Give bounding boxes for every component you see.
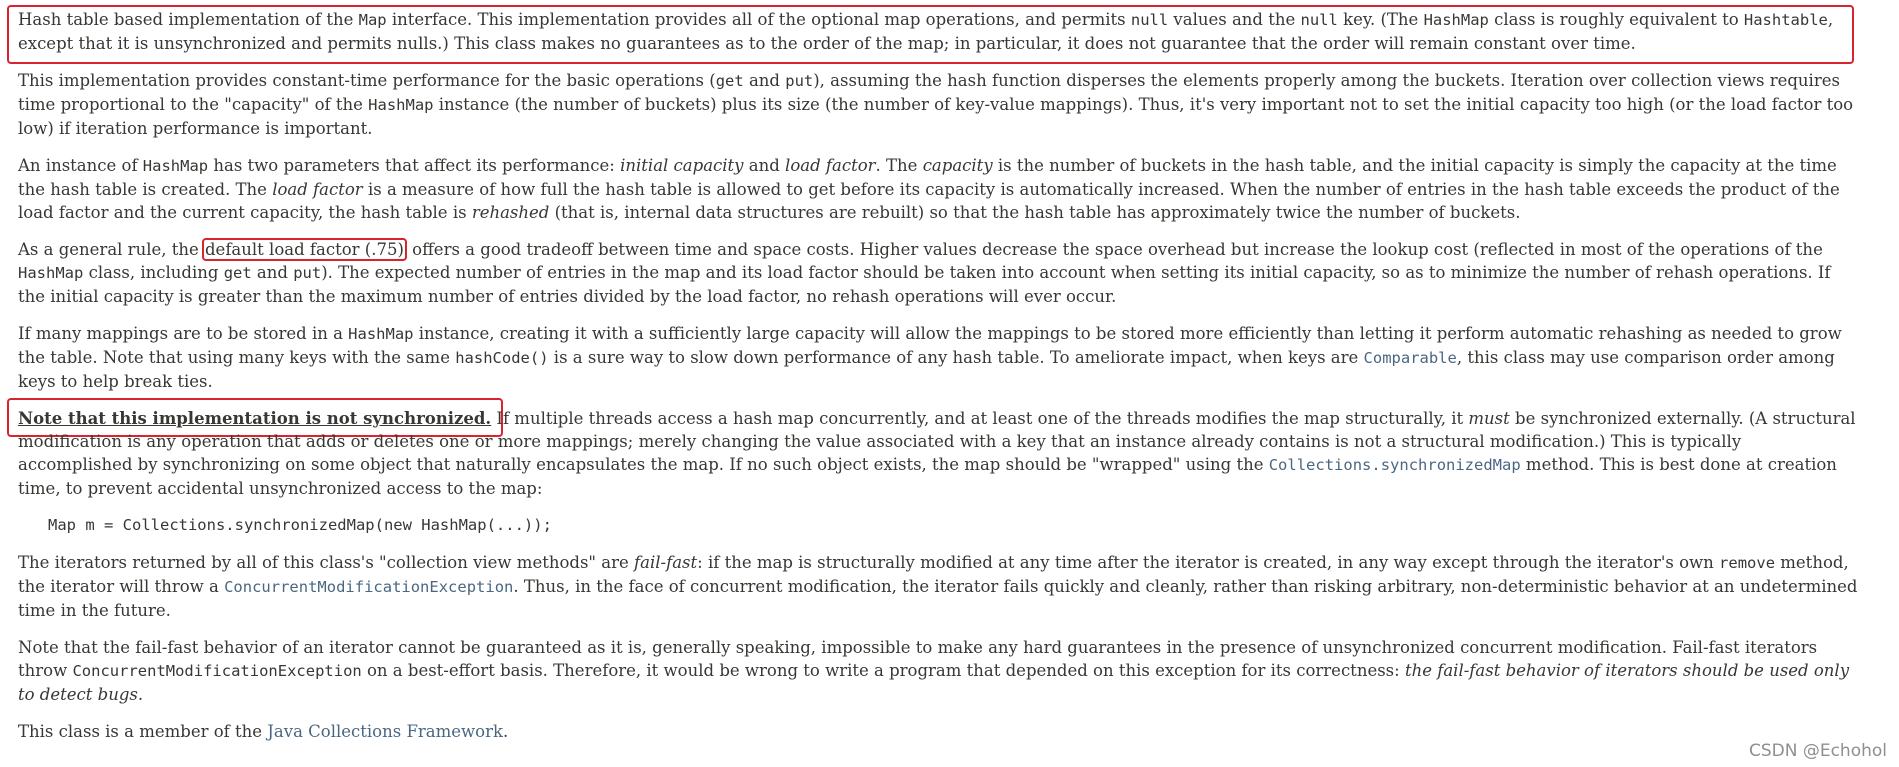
paragraph-intro: Hash table based implementation of the Map interface. This implementation provides all of the optional map operations, and permits null values and the null key. (The HashMap class is roughly equivalent to Hashtable, except that it is unsynchronized and permits nulls.) This class makes no guarantees as to the order of the map; in particular, it does not guarantee that the order will remain constant over time. [18,10,1834,53]
paragraph-capacity: If many mappings are to be stored in a HashMap instance, creating it with a sufficiently large capacity will allow the mappings to be stored more efficiently than letting it perform automatic rehashing as needed to grow the table. Note that using many keys with the same hashCode() is a sure way to slow down performance of any hash table. To ameliorate impact, when keys are Comparable, this class may use comparison order among keys to help break ties. [18,324,1842,391]
javadoc-description [18,8,1858,757]
link-collections-framework[interactable]: Java Collections Framework [267,722,503,741]
paragraph-fail-fast: The iterators returned by all of this class's "collection view methods" are fail-fast: if the map is structurally modified at any time after the iterator is created, in any way except through the iterator's own remove method, the iterator will throw a ConcurrentModificationException. Thus, in the face of concurrent modification, the iterator fails quickly and cleanly, rather than risking arbitrary, non-deterministic behavior at an undetermined time in the future. [18,553,1858,620]
highlight-default-load-factor: default load factor (.75) [202,238,407,261]
link-synchronized-map[interactable]: Collections.synchronizedMap [1268,456,1521,474]
paragraph-synchronization: Note that this implementation is not synchronized. If multiple threads access a hash map concurrently, and at least one of the threads modifies the map structurally, it must be synchronized externally. (A structural modification is any operation that adds or deletes one or more mappings; merely changing the value associated with a key that an instance already contains is not a structural modification.) This is typically accomplished by synchronizing on some object that naturally encapsulates the map. If no such object exists, the map should be "wrapped" using the Collections.synchronizedMap method. This is best done at creation time, to prevent accidental unsynchronized access to the map: [18,409,1856,498]
watermark: CSDN @Echohol [1748,741,1887,761]
paragraph-fail-fast-guarantee: Note that the fail-fast behavior of an iterator cannot be guaranteed as it is, generally speaking, impossible to make any hard guarantees in the presence of unsynchronized concurrent modification. Fail-fast iterators throw ConcurrentModificationException on a best-effort basis. Therefore, it would be wrong to write a program that depended on this exception for its correctness: the fail-fast behavior of iterators should be used only to detect bugs. [18,638,1850,704]
code-example: Map m = Collections.synchronizedMap(new HashMap(...)); [48,516,552,534]
paragraph-framework-member: This class is a member of the Java Collections Framework. [18,722,509,741]
paragraph-load-factor: As a general rule, the default load factor (.75) offers a good tradeoff between time and space costs. Higher values decrease the space overhead but increase the lookup cost (reflected in most of the operations of the HashMap class, including get and put). The expected number of entries in the map and its load factor should be taken into account when setting its initial capacity, so as to minimize the number of rehash operations. If the initial capacity is greater than the maximum number of entries divided by the load factor, no rehash operations will ever occur. [18,240,1831,306]
link-comparable[interactable]: Comparable [1363,349,1457,367]
paragraph-performance: This implementation provides constant-time performance for the basic operations (get and put), assuming the hash function disperses the elements properly among the buckets. Iteration over collection views requires time proportional to the "capacity" of the HashMap instance (the number of buckets) plus its size (the number of key-value mappings). Thus, it's very important not to set the initial capacity too high (or the load factor too low) if iteration performance is important. [18,71,1854,138]
paragraph-parameters: An instance of HashMap has two parameters that affect its performance: initial capacity and load factor. The capacity is the number of buckets in the hash table, and the initial capacity is simply the capacity at the time the hash table is created. The load factor is a measure of how full the hash table is allowed to get before its capacity is automatically increased. When the number of entries in the hash table exceeds the product of the load factor and the current capacity, the hash table is rehashed (that is, internal data structures are rebuilt) so that the hash table has approximately twice the number of buckets. [18,156,1840,222]
link-concurrent-modification-exception[interactable]: ConcurrentModificationException [224,578,514,596]
not-synchronized-note: Note that this implementation is not synchronized. [18,409,492,428]
